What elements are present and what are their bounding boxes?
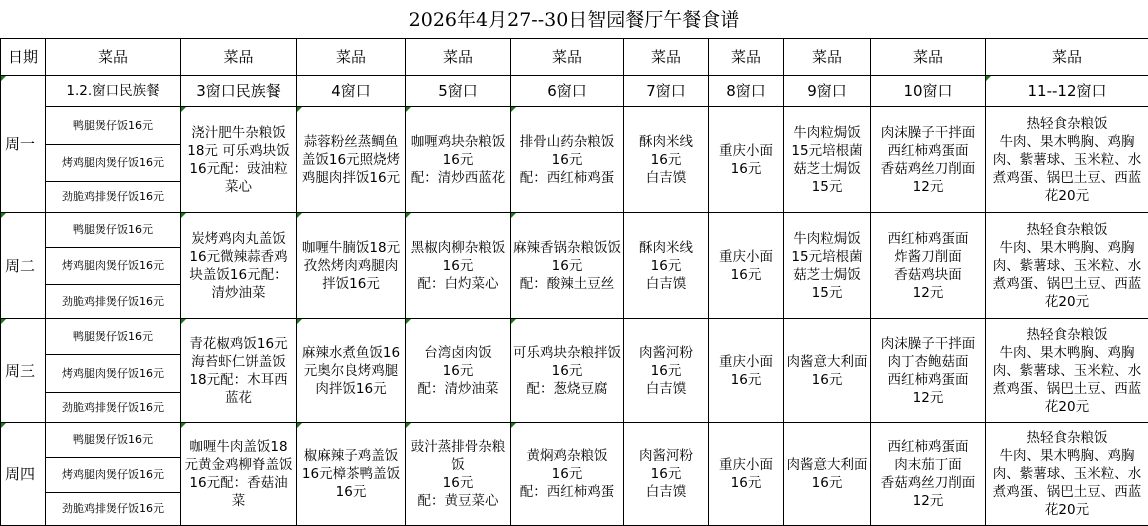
dish-cell: 麻辣香锅杂粮饭饭 16元 配：酸辣土豆丝 bbox=[511, 213, 624, 319]
dish-cell: 椒麻辣子鸡盖饭16元樟茶鸭盖饭16元 bbox=[297, 423, 406, 526]
claypot-dish: 烤鸡腿肉煲仔饭16元 bbox=[46, 145, 181, 182]
window-label: 9窗口 bbox=[784, 76, 871, 107]
table-row bbox=[1, 319, 1148, 355]
claypot-dish: 烤鸡腿肉煲仔饭16元 bbox=[46, 355, 181, 393]
dish-cell: 肉沫臊子干拌面 肉丁杏鲍菇面 西红柿鸡蛋面 12元 bbox=[871, 319, 986, 423]
claypot-dish: 鸭腿煲仔饭16元 bbox=[46, 423, 181, 458]
header-dish: 菜品 bbox=[784, 39, 871, 76]
dish-cell: 热轻食杂粮饭 牛肉、果木鸭胸、鸡胸肉、紫薯球、玉米粒、水煮鸡蛋、锅巴土豆、西蓝花20元 bbox=[986, 213, 1148, 319]
dish-cell: 咖喱牛肉盖饭18元黄金鸡柳脊盖饭16元配：香菇油菜 bbox=[181, 423, 297, 526]
dish-cell: 排骨山药杂粮饭 16元 配：西红柿鸡蛋 bbox=[511, 107, 624, 213]
dish-cell: 咖喱牛腩饭18元孜然烤肉鸡腿肉拌饭16元 bbox=[297, 213, 406, 319]
dish-cell: 热轻食杂粮饭 牛肉、果木鸭胸、鸡胸肉、紫薯球、玉米粒、水煮鸡蛋、锅巴土豆、西蓝花20元 bbox=[986, 319, 1148, 423]
dish-cell: 豉汁蒸排骨杂粮饭 16元 配：黄豆菜心 bbox=[406, 423, 511, 526]
claypot-dish: 劲脆鸡排煲仔饭16元 bbox=[46, 182, 181, 213]
dish-cell: 肉酱意大利面16元 bbox=[784, 319, 871, 423]
window-label: 6窗口 bbox=[511, 76, 624, 107]
dish-cell: 青花椒鸡饭16元 海苔虾仁饼盖饭18元配：木耳西蓝花 bbox=[181, 319, 297, 423]
header-dish: 菜品 bbox=[871, 39, 986, 76]
dish-cell: 肉酱河粉 16元 白吉馍 bbox=[624, 423, 709, 526]
dish-cell: 炭烤鸡肉丸盖饭16元微辣蒜香鸡块盖饭16元配：清炒油菜 bbox=[181, 213, 297, 319]
window-label: 3窗口民族餐 bbox=[181, 76, 297, 107]
window-label: 10窗口 bbox=[871, 76, 986, 107]
window-label: 5窗口 bbox=[406, 76, 511, 107]
dish-cell: 重庆小面 16元 bbox=[709, 107, 784, 213]
claypot-dish: 鸭腿煲仔饭16元 bbox=[46, 319, 181, 355]
day-label: 周一 bbox=[1, 76, 46, 213]
header-dish: 菜品 bbox=[46, 39, 181, 76]
table-row bbox=[1, 107, 1148, 145]
day-label: 周四 bbox=[1, 423, 46, 526]
window-label: 11--12窗口 bbox=[986, 76, 1148, 107]
header-dish: 菜品 bbox=[709, 39, 784, 76]
dish-cell: 台湾卤肉饭 16元 配：清炒油菜 bbox=[406, 319, 511, 423]
window-label: 7窗口 bbox=[624, 76, 709, 107]
header-dish: 菜品 bbox=[511, 39, 624, 76]
dish-cell: 黑椒肉柳杂粮饭 16元 配：白灼菜心 bbox=[406, 213, 511, 319]
header-dish: 菜品 bbox=[297, 39, 406, 76]
dish-cell: 黄焖鸡杂粮饭 16元 配：西红柿鸡蛋 bbox=[511, 423, 624, 526]
claypot-dish: 劲脆鸡排煲仔饭16元 bbox=[46, 493, 181, 526]
dish-cell: 酥肉米线 16元 白吉馍 bbox=[624, 213, 709, 319]
claypot-dish: 鸭腿煲仔饭16元 bbox=[46, 213, 181, 248]
menu-table bbox=[0, 38, 1148, 526]
day-label: 周二 bbox=[1, 213, 46, 319]
claypot-dish: 鸭腿煲仔饭16元 bbox=[46, 107, 181, 145]
claypot-dish: 劲脆鸡排煲仔饭16元 bbox=[46, 393, 181, 423]
window-label: 4窗口 bbox=[297, 76, 406, 107]
dish-cell: 麻辣水煮鱼饭16元奥尔良烤鸡腿肉拌饭16元 bbox=[297, 319, 406, 423]
header-date: 日期 bbox=[1, 39, 46, 76]
dish-cell: 热轻食杂粮饭 牛肉、果木鸭胸、鸡胸肉、紫薯球、玉米粒、水煮鸡蛋、锅巴土豆、西蓝花20元 bbox=[986, 107, 1148, 213]
day-label: 周三 bbox=[1, 319, 46, 423]
header-row bbox=[1, 39, 1148, 76]
dish-cell: 酥肉米线 16元 白吉馍 bbox=[624, 107, 709, 213]
dish-cell: 肉沫臊子干拌面 西红柿鸡蛋面 香菇鸡丝刀削面 12元 bbox=[871, 107, 986, 213]
page-title: 2026年4月27--30日智园餐厅午餐食谱 bbox=[0, 0, 1148, 38]
header-dish: 菜品 bbox=[624, 39, 709, 76]
claypot-dish: 劲脆鸡排煲仔饭16元 bbox=[46, 285, 181, 319]
header-dish: 菜品 bbox=[986, 39, 1148, 76]
dish-cell: 牛肉粒焗饭15元培根菌菇芝士焗饭 15元 bbox=[784, 213, 871, 319]
window-label: 1.2.窗口民族餐 bbox=[46, 76, 181, 107]
dish-cell: 肉酱河粉 16元 白吉馍 bbox=[624, 319, 709, 423]
dish-cell: 浇汁肥牛杂粮饭18元 可乐鸡块饭16元配：豉油粒菜心 bbox=[181, 107, 297, 213]
dish-cell: 西红柿鸡蛋面 肉末茄丁面 香菇鸡丝刀削面 12元 bbox=[871, 423, 986, 526]
header-dish: 菜品 bbox=[181, 39, 297, 76]
table-row bbox=[1, 423, 1148, 458]
dish-cell: 咖喱鸡块杂粮饭16元 配：清炒西蓝花 bbox=[406, 107, 511, 213]
dish-cell: 重庆小面 16元 bbox=[709, 213, 784, 319]
table-row bbox=[1, 213, 1148, 248]
claypot-dish: 烤鸡腿肉煲仔饭16元 bbox=[46, 458, 181, 493]
dish-cell: 可乐鸡块杂粮拌饭 16元 配：葱烧豆腐 bbox=[511, 319, 624, 423]
claypot-dish: 烤鸡腿肉煲仔饭16元 bbox=[46, 248, 181, 285]
dish-cell: 重庆小面 16元 bbox=[709, 423, 784, 526]
dish-cell: 热轻食杂粮饭 牛肉、果木鸭胸、鸡胸肉、紫薯球、玉米粒、水煮鸡蛋、锅巴土豆、西蓝花20元 bbox=[986, 423, 1148, 526]
window-label: 8窗口 bbox=[709, 76, 784, 107]
table-row bbox=[1, 76, 1148, 107]
header-dish: 菜品 bbox=[406, 39, 511, 76]
dish-cell: 蒜蓉粉丝蒸鲷鱼盖饭16元照烧烤鸡腿肉拌饭16元 bbox=[297, 107, 406, 213]
dish-cell: 牛肉粒焗饭15元培根菌菇芝士焗饭 15元 bbox=[784, 107, 871, 213]
dish-cell: 西红柿鸡蛋面 炸酱刀削面 香菇鸡块面 12元 bbox=[871, 213, 986, 319]
dish-cell: 重庆小面 16元 bbox=[709, 319, 784, 423]
dish-cell: 肉酱意大利面16元 bbox=[784, 423, 871, 526]
